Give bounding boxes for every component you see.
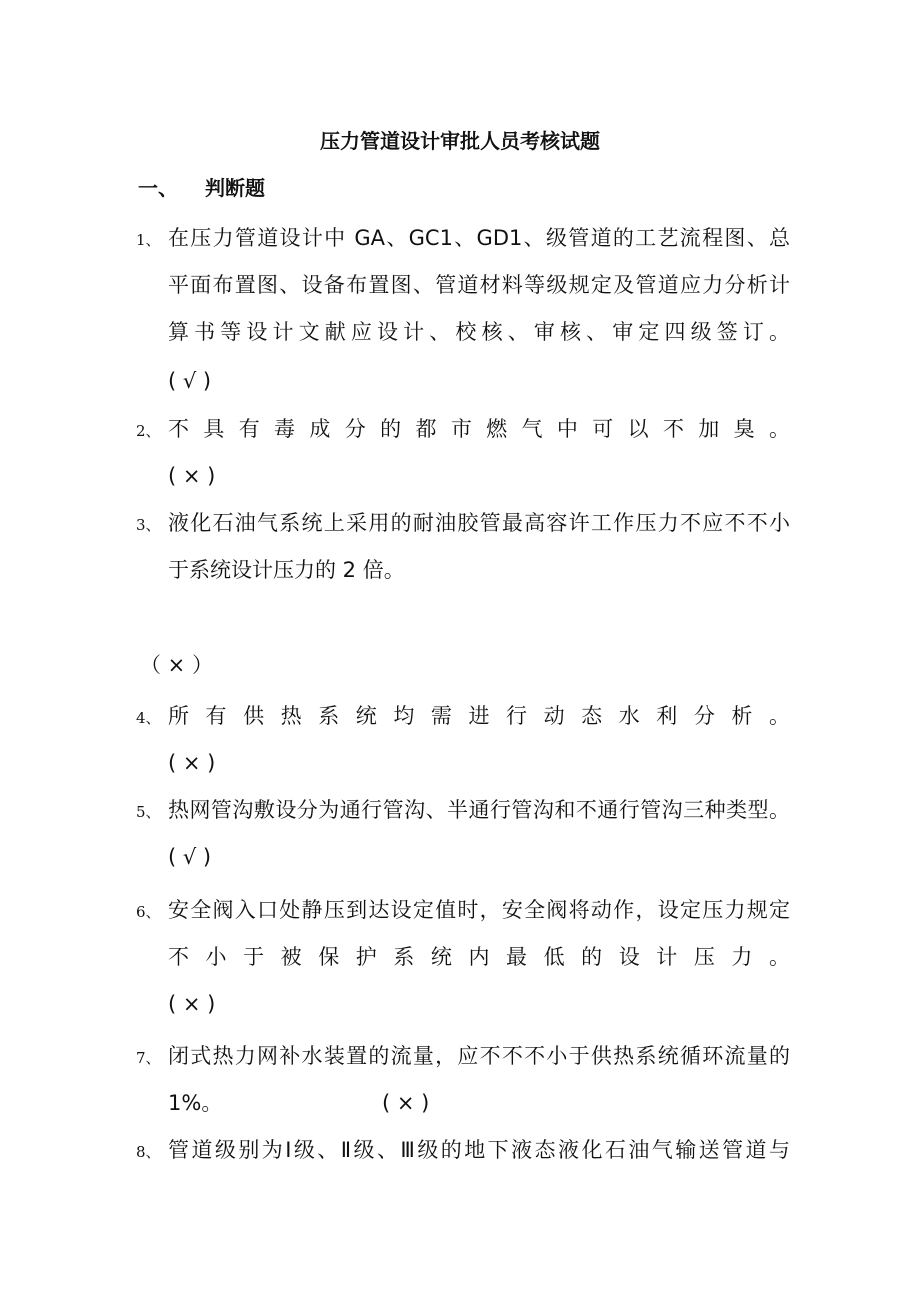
- document-title: 压力管道设计审批人员考核试题: [320, 129, 600, 153]
- question-text: 于系统设计压力的 2 倍。: [168, 558, 405, 582]
- question-number: 2、: [136, 422, 161, 440]
- section-number: 一、: [138, 176, 178, 200]
- question-text: 算书等设计文献应设计、校核、审核、审定四级签订。: [168, 320, 790, 344]
- answer-mark: ( × ): [168, 992, 216, 1016]
- question-number: 1、: [136, 231, 161, 249]
- answer-mark: ( √ ): [168, 369, 212, 393]
- question-text: 不具有毒成分的都市燃气中可以不加臭。: [168, 417, 790, 441]
- question-text: 在压力管道设计中 GA、GC1、GD1、级管道的工艺流程图、总: [168, 226, 790, 250]
- answer-mark: ( × ): [168, 751, 216, 775]
- question-number: 7、: [136, 1049, 161, 1067]
- question-text: 平面布置图、设备布置图、管道材料等级规定及管道应力分析计: [168, 273, 790, 297]
- question-text: 管道级别为Ⅰ级、Ⅱ级、Ⅲ级的地下液态液化石油气输送管道与: [168, 1138, 790, 1162]
- question-number: 8、: [136, 1143, 161, 1161]
- question-text: 1%。: [168, 1091, 223, 1115]
- question-number: 6、: [136, 903, 161, 921]
- section-heading: 判断题: [205, 176, 265, 200]
- question-text: 液化石油气系统上采用的耐油胶管最高容许工作压力不应不不小: [168, 511, 790, 535]
- question-number: 4、: [136, 709, 161, 727]
- question-text: 不小于被保护系统内最低的设计压力。: [168, 945, 790, 969]
- answer-mark: ( √ ): [168, 845, 212, 869]
- question-text: 闭式热力网补水装置的流量，应不不不小于供热系统循环流量的: [168, 1044, 790, 1068]
- question-text: 安全阀入口处静压到达设定值时，安全阀将动作，设定压力规定: [168, 898, 790, 922]
- answer-mark: ( × ): [168, 464, 216, 488]
- question-number: 5、: [136, 803, 161, 821]
- question-text: 所有供热系统均需进行动态水利分析。: [168, 704, 790, 728]
- question-text: 热网管沟敷设分为通行管沟、半通行管沟和不通行管沟三种类型。: [168, 798, 790, 822]
- answer-mark: ( × ): [382, 1091, 430, 1115]
- answer-mark: （ × ）: [140, 653, 213, 677]
- question-number: 3、: [136, 516, 161, 534]
